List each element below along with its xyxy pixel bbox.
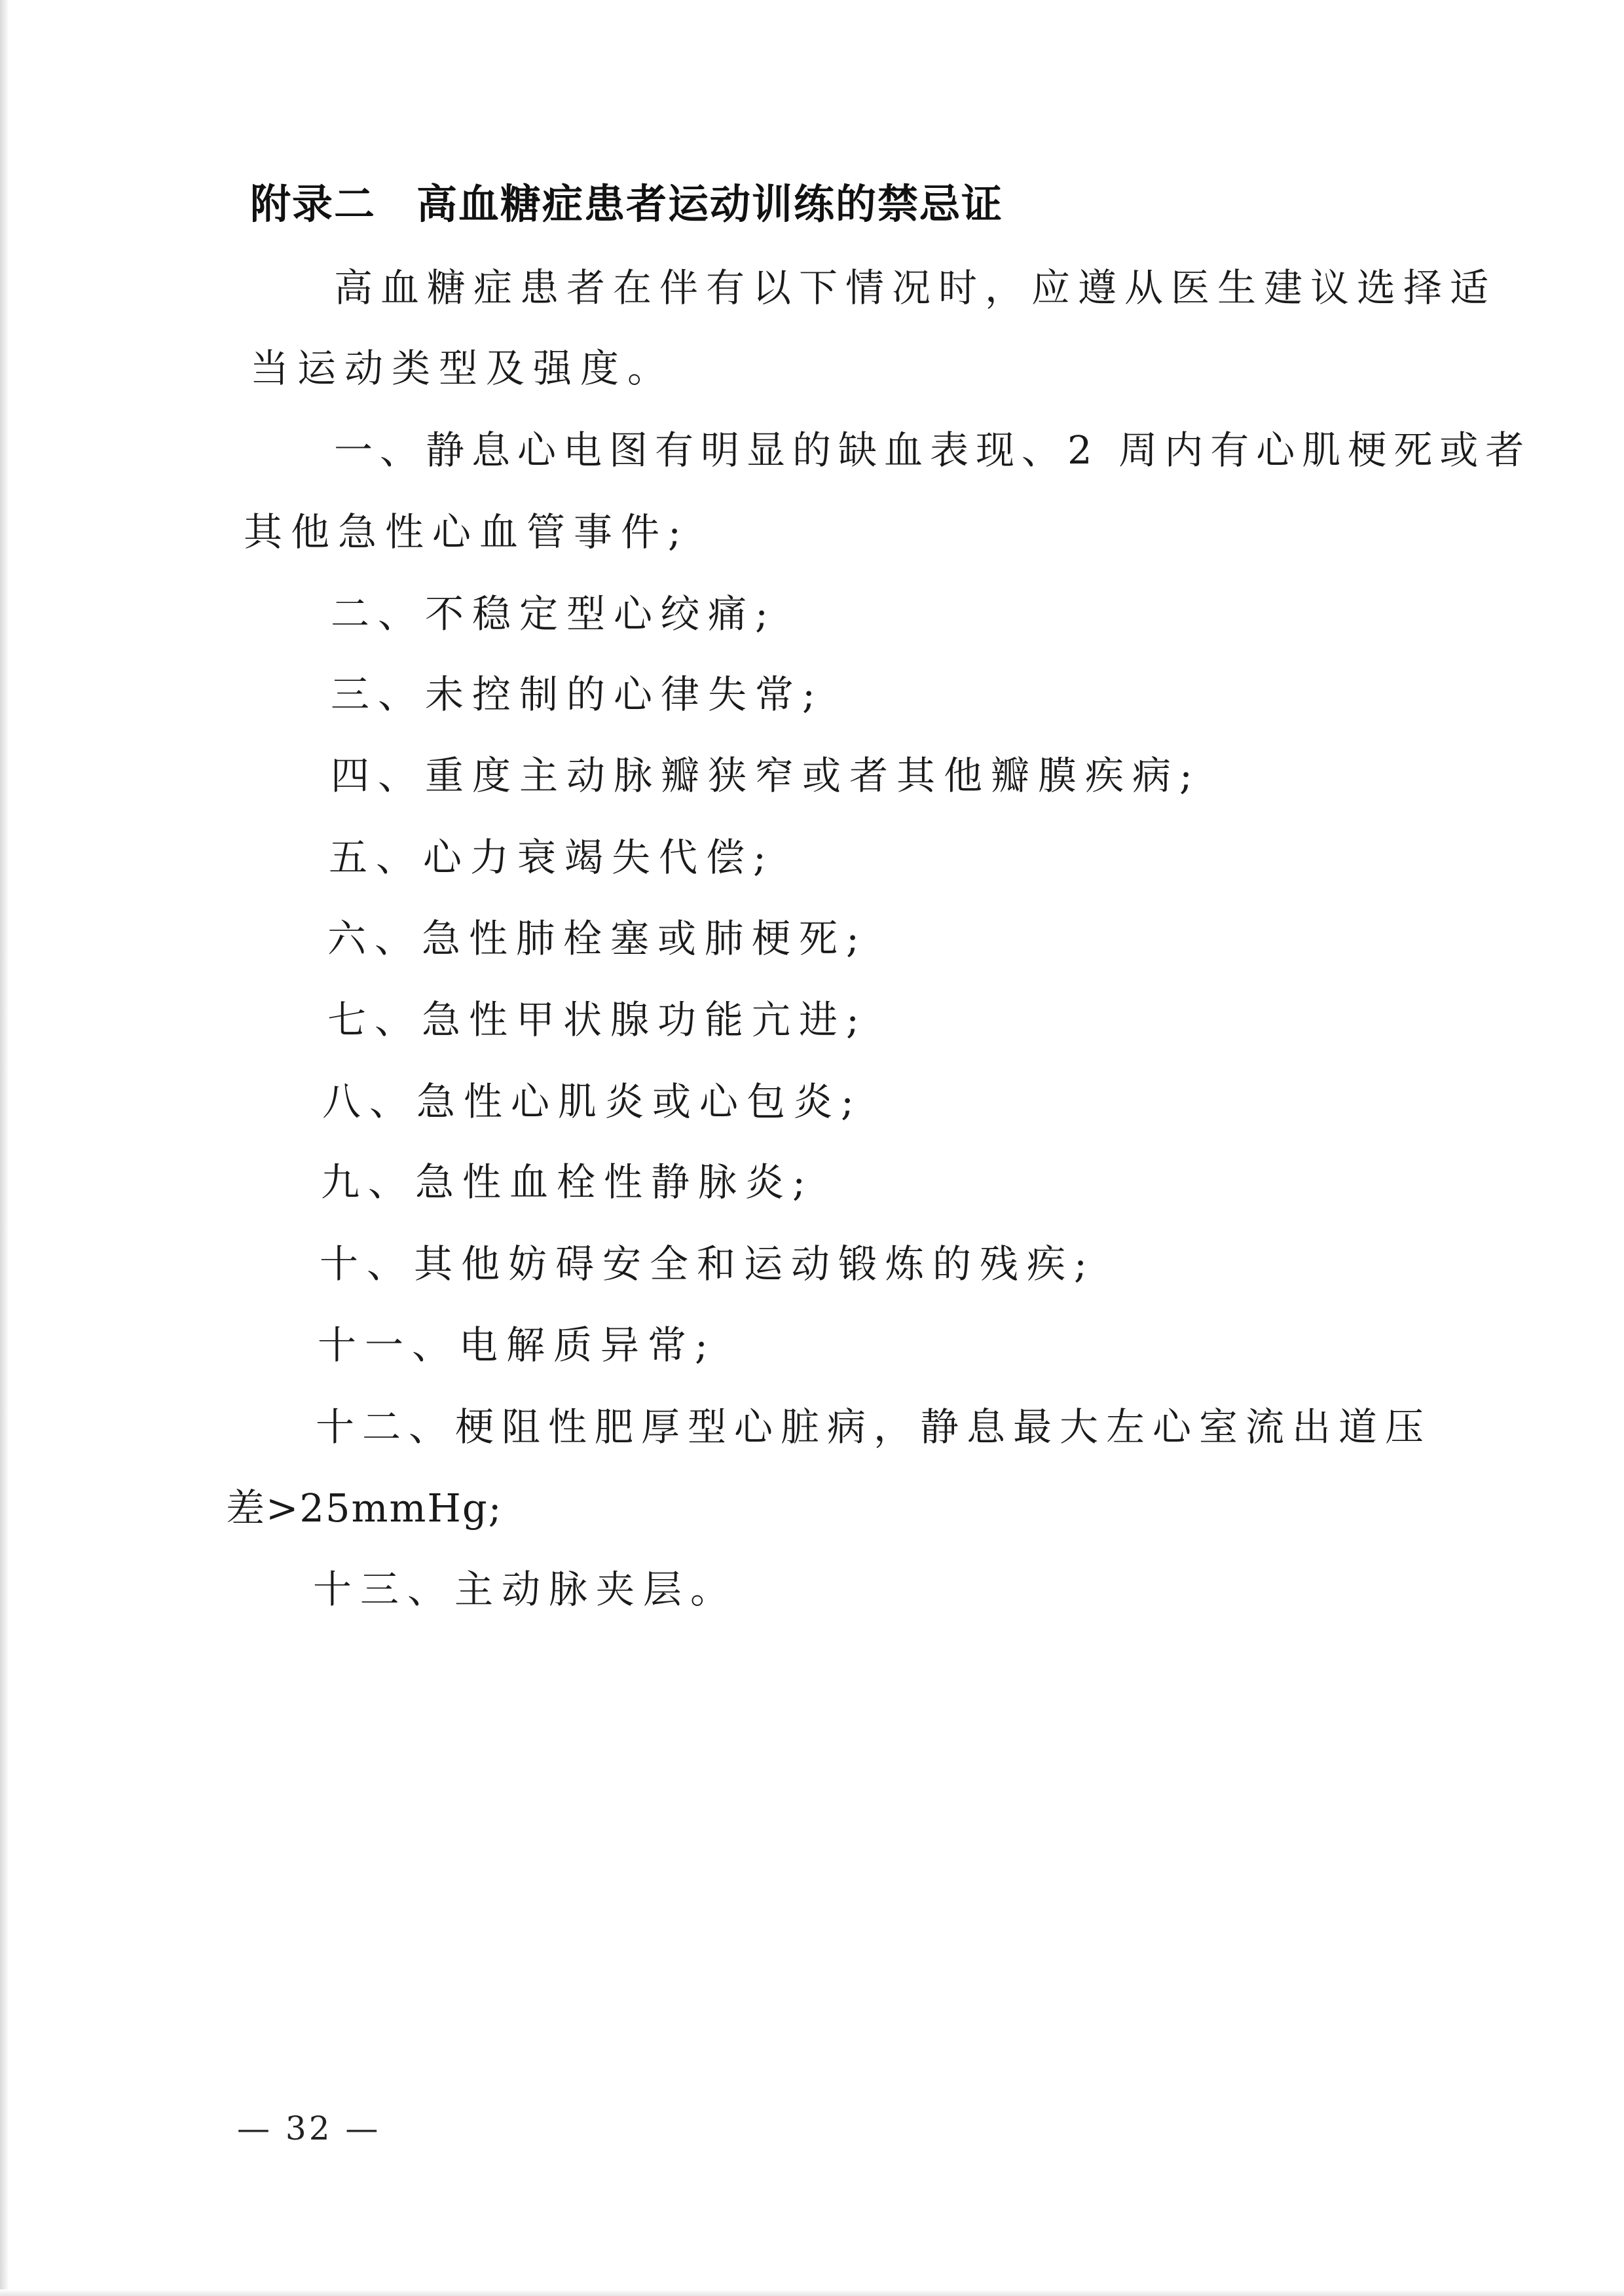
item-10: 十、其他妨碍安全和运动锻炼的残疾; (320, 1241, 1096, 1286)
intro-line-1: 高血糖症患者在伴有以下情况时，应遵从医生建议选择适 (334, 265, 1497, 310)
item-2: 二、不稳定型心绞痛; (331, 591, 777, 636)
appendix-heading (250, 172, 1003, 230)
item-5: 五、心力衰竭失代偿; (329, 835, 775, 880)
item-12-line-1: 十二、梗阻性肥厚型心脏病，静息最大左心室流出道压 (316, 1404, 1432, 1449)
item-1-line-1: 一、静息心电图有明显的缺血表现、2 周内有心肌梗死或者 (334, 428, 1532, 473)
page-number: — 32 — (237, 2109, 381, 2147)
item-12-line-2: 差>25mmHg; (226, 1485, 503, 1531)
appendix-title: 高血糖症患者运动训练的禁忌证 (416, 180, 1004, 228)
appendix-label: 附录二 (250, 180, 377, 228)
item-3: 三、未控制的心律失常; (331, 672, 824, 717)
scan-edge-shadow (0, 0, 9, 2296)
item-1-line-2: 其他急性心血管事件; (244, 509, 690, 555)
item-7: 七、急性甲状腺功能亢进; (327, 997, 868, 1042)
item-4: 四、重度主动脉瓣狭窄或者其他瓣膜疾病; (331, 753, 1201, 798)
intro-line-2: 当运动类型及强度。 (250, 346, 675, 391)
item-6: 六、急性肺栓塞或肺梗死; (327, 916, 868, 961)
item-8: 八、急性心肌炎或心包炎; (322, 1079, 862, 1124)
scan-bottom-edge (0, 2289, 1624, 2296)
item-13: 十三、主动脉夹层。 (313, 1567, 738, 1612)
item-11: 十一、电解质异常; (318, 1322, 716, 1368)
item-9: 九、急性血栓性静脉炎; (321, 1159, 814, 1205)
